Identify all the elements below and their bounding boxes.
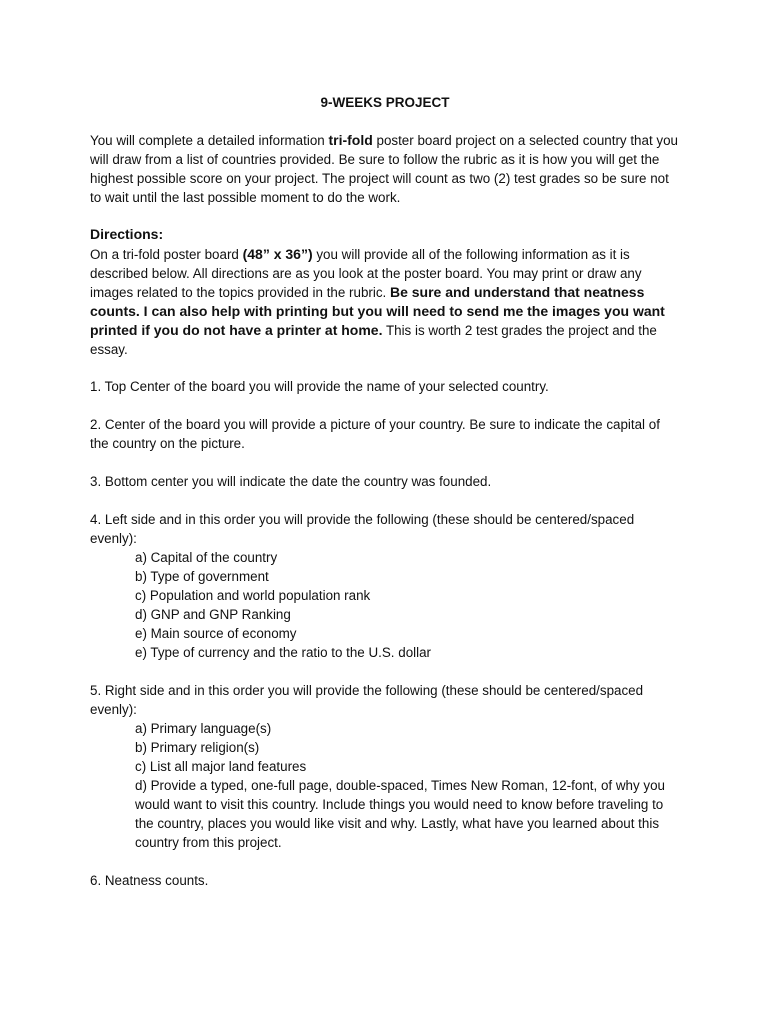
item-4-sub-e2: e) Type of currency and the ratio to the U.S. dollar xyxy=(135,645,431,660)
directions-text-1: On a tri-fold poster board xyxy=(90,247,243,262)
directions-heading: Directions: xyxy=(90,226,164,242)
item-5-sub-b: b) Primary religion(s) xyxy=(135,740,260,755)
instruction-item-4 xyxy=(90,510,680,662)
item-4-text: 4. Left side and in this order you will provide the following (these should be centered/spaced evenly): xyxy=(90,512,635,546)
directions-text-3: This is worth 2 test grades the project and the essay. xyxy=(90,323,657,357)
item-5-sub-d: d) Provide a typed, one-full page, double-spaced, Times New Roman, 12-font, of why you would want to visit this country. Include things you would need to know before traveling to the country, places you would like visit and why. Lastly, what have you learned about this country from this project. xyxy=(135,778,665,850)
directions-board-size: (48” x 36”) xyxy=(242,246,313,262)
intro-bold-trifold: tri-fold xyxy=(328,132,373,148)
directions-paragraph xyxy=(90,245,680,359)
intro-text-start: You will complete a detailed information xyxy=(90,133,329,148)
instruction-item-3: 3. Bottom center you will indicate the date the country was founded. xyxy=(90,474,492,489)
document-title: 9-WEEKS PROJECT xyxy=(320,95,450,110)
intro-text-end: poster board project on a selected country that you will draw from a list of countries provided. Be sure to follow the rubric as it is how you will get the highest possible score on your project. The project will count as two (2) test grades so be sure not to wait until the last possible moment to do the work. xyxy=(90,133,678,205)
item-5-sub-c: c) List all major land features xyxy=(135,759,307,774)
item-4-sub-c: c) Population and world population rank xyxy=(135,588,371,603)
directions-text-2: you will provide all of the following information as it is described below. All directions are as you look at the poster board. You may print or draw any images related to the topics provided in the rubric. xyxy=(90,247,642,300)
item-4-sub-a: a) Capital of the country xyxy=(135,550,278,565)
instruction-item-2: 2. Center of the board you will provide a picture of your country. Be sure to indicate the capital of the country on the picture. xyxy=(90,417,660,451)
instruction-item-5 xyxy=(90,681,680,852)
instruction-item-6: 6. Neatness counts. xyxy=(90,873,209,888)
item-4-sub-e1: e) Main source of economy xyxy=(135,626,297,641)
intro-paragraph xyxy=(90,131,680,207)
item-5-sub-a: a) Primary language(s) xyxy=(135,721,272,736)
directions-bold-note: Be sure and understand that neatness counts. I can also help with printing but you will need to send me the images you want printed if you do not have a printer at home. xyxy=(90,284,665,338)
item-5-text: 5. Right side and in this order you will provide the following (these should be centered/spaced evenly): xyxy=(90,683,644,717)
item-4-sub-b: b) Type of government xyxy=(135,569,269,584)
item-4-sub-d: d) GNP and GNP Ranking xyxy=(135,607,291,622)
instruction-item-1: 1. Top Center of the board you will provide the name of your selected country. xyxy=(90,379,549,394)
